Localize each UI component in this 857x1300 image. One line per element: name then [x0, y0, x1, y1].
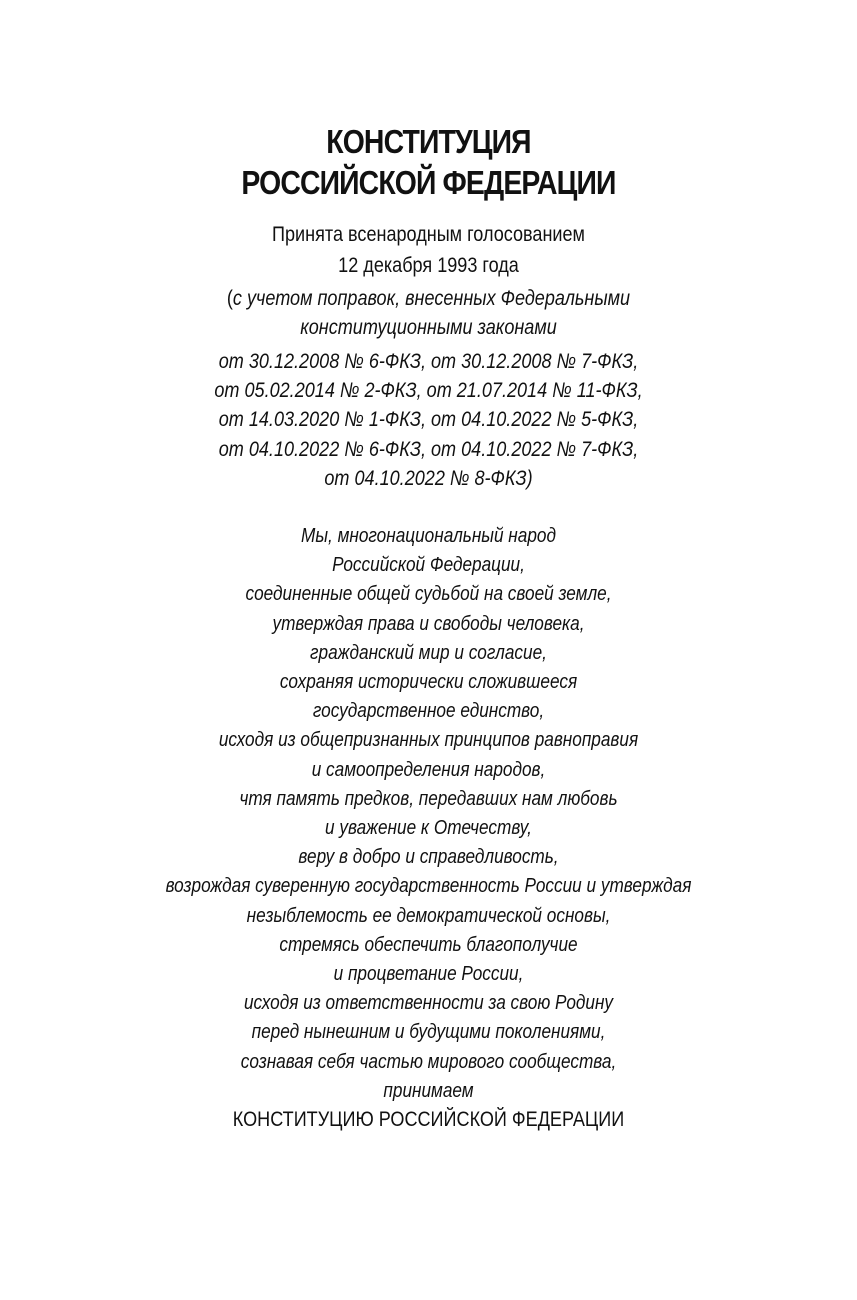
preamble-line: и процветание России,	[333, 963, 524, 986]
preamble-line: возрождая суверенную государственность России и утверждая	[165, 875, 692, 898]
law-line: от 05.02.2014 № 2-ФКЗ, от 21.07.2014 № 11-ФКЗ,	[214, 379, 643, 403]
open-paren: (	[226, 287, 233, 310]
amendments-note	[60, 284, 797, 342]
preamble-line: утверждая права и свободы человека,	[272, 612, 585, 635]
preamble-line: незыблемость ее демократической основы,	[246, 904, 611, 927]
preamble-line: Мы, многонациональный народ	[301, 525, 556, 547]
preamble-line: Российской Федерации,	[332, 554, 525, 577]
law-line: от 14.03.2020 № 1-ФКЗ, от 04.10.2022 № 5-ФКЗ,	[218, 408, 639, 432]
preamble-line: и уважение к Отечеству,	[325, 817, 532, 840]
preamble-line: исходя из общепризнанных принципов равноправия	[218, 729, 639, 752]
preamble-line: принимаем	[383, 1079, 474, 1102]
preamble-line: сохраняя исторически сложившееся	[279, 671, 578, 694]
title-line-2: РОССИЙСКОЙ ФЕДЕРАЦИИ	[241, 164, 616, 201]
preamble-line: и самоопределения народов,	[311, 758, 546, 781]
amendment-laws-list	[60, 347, 797, 493]
law-line: от 04.10.2022 № 6-ФКЗ, от 04.10.2022 № 7-ФКЗ,	[218, 437, 639, 461]
preamble	[60, 522, 797, 1106]
amendments-line-1-text: с учетом поправок, внесенных Федеральными	[232, 287, 631, 310]
preamble-line: чтя память предков, передавших нам любовь	[239, 787, 618, 810]
adoption-note	[60, 219, 797, 281]
amendments-line-1	[60, 284, 797, 313]
title-line-1: КОНСТИТУЦИЯ	[326, 123, 531, 160]
law-line: от 30.12.2008 № 6-ФКЗ, от 30.12.2008 № 7-ФКЗ,	[218, 350, 639, 373]
preamble-line: соединенные общей судьбой на своей земле,	[245, 583, 612, 606]
closing-title: КОНСТИТУЦИЮ РОССИЙСКОЙ ФЕДЕРАЦИИ	[232, 1108, 625, 1131]
preamble-line: государственное единство,	[312, 700, 545, 723]
preamble-line: веру в добро и справедливость,	[298, 846, 559, 869]
preamble-line: гражданский мир и согласие,	[310, 641, 547, 664]
preamble-line: стремясь обеспечить благополучие	[279, 933, 578, 956]
adoption-line-2: 12 декабря 1993 года	[338, 254, 519, 277]
preamble-line: сознавая себя частью мирового сообщества,	[240, 1050, 617, 1073]
adoption-line-1: Принята всенародным голосованием	[272, 223, 585, 246]
law-line: от 04.10.2022 № 8-ФКЗ)	[324, 466, 533, 490]
preamble-line: перед нынешним и будущими поколениями,	[251, 1021, 606, 1044]
preamble-line: исходя из ответственности за свою Родину	[243, 992, 614, 1015]
amendments-line-2: конституционными законами	[300, 316, 557, 339]
